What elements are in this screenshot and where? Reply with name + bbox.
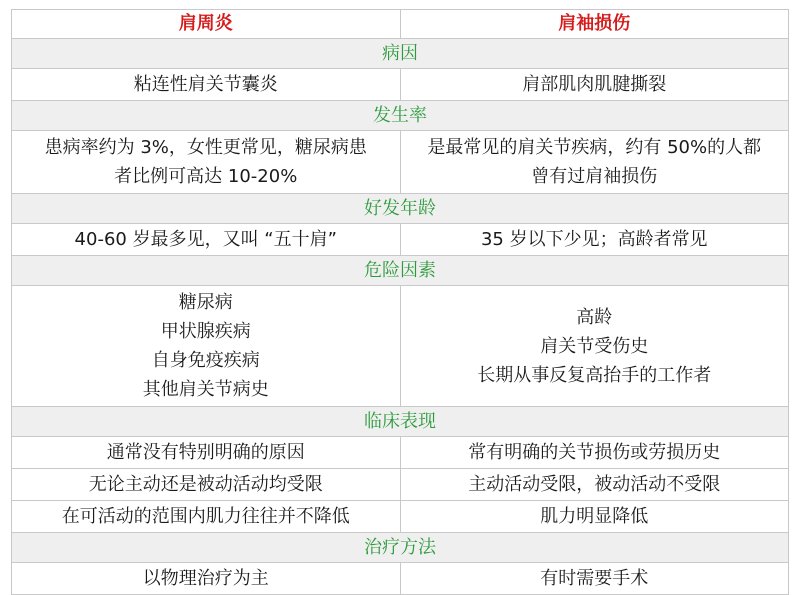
cell-line: 甲状腺疾病 <box>160 321 251 342</box>
cell-right <box>400 131 789 194</box>
section-header-row <box>12 533 789 563</box>
cell-line: 35 岁以下少见；高龄者常见 <box>480 228 708 250</box>
cell-left <box>12 469 401 501</box>
cell-line: 长期从事反复高抬手的工作者 <box>477 364 712 386</box>
cell-line: 其他肩关节病史 <box>142 379 269 400</box>
cell-line: 无论主动还是被动活动均受限 <box>88 473 323 495</box>
cell-line: 以物理治疗为主 <box>142 567 269 589</box>
cell-left <box>12 286 401 407</box>
section-title: 病因 <box>12 39 789 69</box>
cell-line: 者比例可高达 10-20% <box>114 166 298 187</box>
table-row <box>12 469 789 501</box>
cell-right <box>400 469 789 501</box>
table-row <box>12 501 789 533</box>
cell-left <box>12 224 401 256</box>
section-title: 好发年龄 <box>12 194 789 224</box>
table-row <box>12 69 789 101</box>
section-header-row <box>12 256 789 286</box>
cell-right <box>400 224 789 256</box>
section-title: 危险因素 <box>12 256 789 286</box>
section-header-row <box>12 101 789 131</box>
table-row <box>12 131 789 194</box>
section-header-row <box>12 39 789 69</box>
cell-line: 主动活动受限，被动活动不受限 <box>468 473 721 495</box>
section-title: 治疗方法 <box>12 533 789 563</box>
cell-line: 是最常见的肩关节疾病，约有 50%的人都 <box>427 137 762 158</box>
cell-line: 粘连性肩关节囊炎 <box>133 73 278 95</box>
table-header-row <box>12 10 789 39</box>
cell-left <box>12 69 401 101</box>
cell-right <box>400 286 789 407</box>
cell-left <box>12 131 401 194</box>
cell-right <box>400 563 789 595</box>
header-right: 肩袖损伤 <box>400 10 789 39</box>
header-left: 肩周炎 <box>12 10 401 39</box>
cell-line: 肩部肌肉肌腱撕裂 <box>522 73 667 95</box>
cell-left <box>12 437 401 469</box>
comparison-table <box>11 9 789 595</box>
cell-right <box>400 501 789 533</box>
cell-line: 曾有过肩袖损伤 <box>531 166 658 187</box>
cell-right <box>400 69 789 101</box>
cell-line: 在可活动的范围内肌力往往并不降低 <box>61 505 350 527</box>
cell-line: 糖尿病 <box>178 292 233 313</box>
cell-line: 40-60 岁最多见，又叫 “五十肩” <box>74 228 337 250</box>
cell-line: 患病率约为 3%，女性更常见，糖尿病患 <box>44 137 367 158</box>
cell-left <box>12 563 401 595</box>
table-row <box>12 563 789 595</box>
section-title: 发生率 <box>12 101 789 131</box>
cell-line: 有时需要手术 <box>540 567 649 589</box>
table-row <box>12 224 789 256</box>
section-header-row <box>12 194 789 224</box>
cell-line: 肩关节受伤史 <box>540 335 649 357</box>
cell-line: 高龄 <box>576 306 613 328</box>
cell-line: 自身免疫疾病 <box>151 350 260 371</box>
cell-line: 常有明确的关节损伤或劳损历史 <box>468 441 721 463</box>
table-row <box>12 286 789 407</box>
cell-line: 肌力明显降低 <box>540 505 649 527</box>
cell-left <box>12 501 401 533</box>
cell-right <box>400 437 789 469</box>
cell-line: 通常没有特别明确的原因 <box>106 441 305 463</box>
table-row <box>12 437 789 469</box>
section-header-row <box>12 407 789 437</box>
section-title: 临床表现 <box>12 407 789 437</box>
